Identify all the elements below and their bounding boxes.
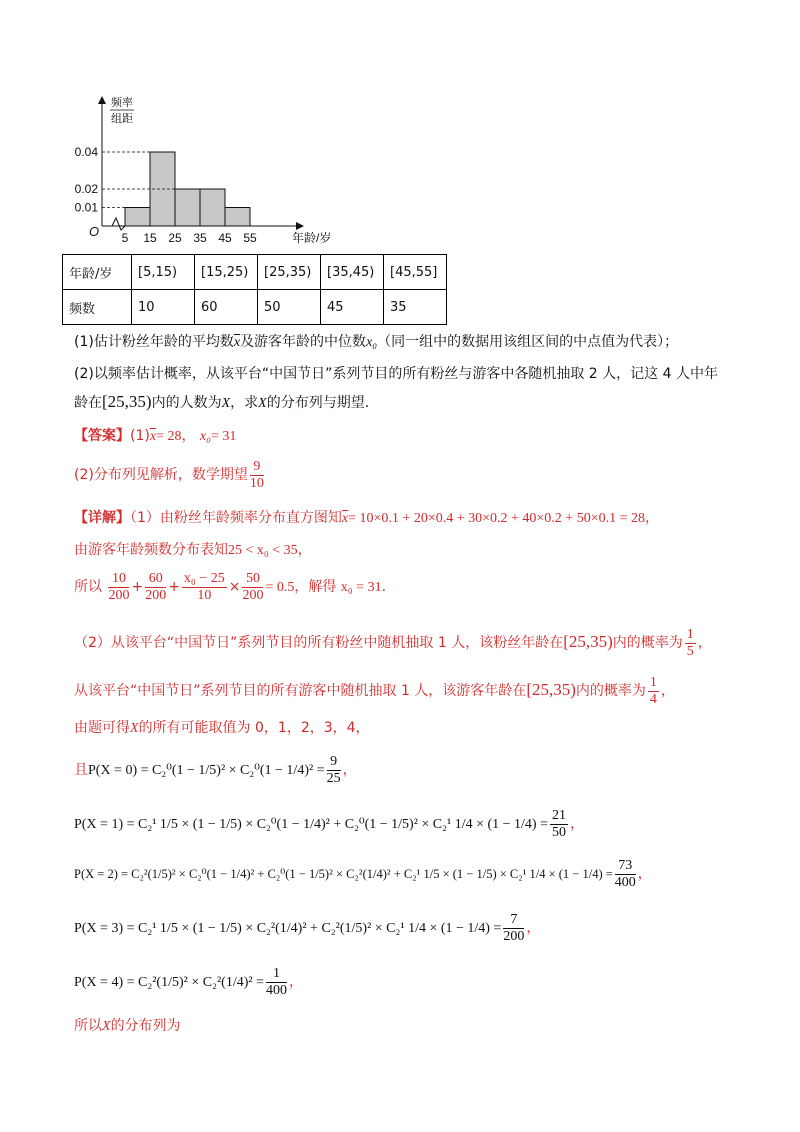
detail-text: 所以 <box>74 579 102 595</box>
fraction-denominator: 200 <box>242 587 264 603</box>
fraction-numerator: 73 <box>615 858 636 875</box>
age-frequency-table <box>62 254 447 325</box>
fraction-denominator: 200 <box>503 928 525 944</box>
fraction-numerator: 7 <box>503 912 524 929</box>
detail-line-2 <box>74 540 312 561</box>
detail-text: （2）从该平台“中国节日”系列节目的所有粉丝中随机抽取 1 人，该粉丝年龄在 <box>74 635 564 651</box>
histogram-bar <box>225 208 250 227</box>
q2-interval: [25,35) <box>102 392 152 411</box>
expectation-fraction <box>250 459 264 492</box>
fraction-numerator: 1 <box>649 674 657 690</box>
detail-equation: = 0.5，解得 <box>265 580 337 595</box>
detail-xbar: $\overline{x}$ <box>341 511 349 526</box>
q2-text-mid2: ，求 <box>230 395 259 411</box>
x-tick-label: 55 <box>243 231 257 245</box>
detail-text: 由游客年龄频数分布表知 <box>74 542 228 558</box>
detail-text: 由题可得 <box>74 720 130 736</box>
answer-comma: ， <box>181 428 196 444</box>
fraction-numerator: 1 <box>686 626 694 642</box>
answer-line-1 <box>74 426 236 447</box>
fraction <box>108 571 129 604</box>
frequency-histogram <box>60 92 360 252</box>
detail-text-mid: 内的概率为 <box>575 683 646 699</box>
table-cell-interval: [45,55] <box>384 255 447 290</box>
question-2-line-1: (2)以频率估计概率，从该平台“中国节日”系列节目的所有粉丝与游客中各随机抽取 2 人，记这 4 人中年 <box>74 366 718 382</box>
detail-interval: [25,35) <box>563 632 613 651</box>
detail-interval: [25,35) <box>526 680 576 699</box>
prob-expression: P(X = 3) = C₂¹ 1/5 × (1 − 1/5) × C₂²(1/4)² + C₂²(1/5)² × C₂¹ 1/4 × (1 − 1/4) = <box>74 921 502 936</box>
answer-part1: (1) <box>130 428 150 444</box>
fraction <box>615 858 636 891</box>
answer-xbar-value: = 28 <box>156 429 182 444</box>
fraction-denominator: 25 <box>326 770 341 786</box>
x-axis-arrow <box>296 222 304 230</box>
detail-median-range: 25 < x₀ < 35 <box>228 543 298 558</box>
q2-var-2: X <box>258 396 267 411</box>
fraction <box>648 675 659 708</box>
fraction-numerator: x₀ − 25 <box>183 570 225 586</box>
answer-xbar: $\overline{x}$ <box>149 429 157 444</box>
detail-line-4 <box>74 624 712 661</box>
prob-line-3 <box>74 910 540 947</box>
prob-line-0 <box>74 752 357 789</box>
x-tick-label: 5 <box>121 231 129 245</box>
table-cell-count: 60 <box>195 290 258 325</box>
fraction <box>327 754 341 787</box>
table-row-counts <box>63 290 447 325</box>
fraction-numerator: 21 <box>552 807 566 823</box>
x-tick-label: 35 <box>193 231 207 245</box>
detail-comma: ， <box>342 762 357 778</box>
fraction-denominator: 10 <box>197 587 212 603</box>
table-cell-interval: [15,25) <box>195 255 258 290</box>
table-row-intervals <box>63 255 447 290</box>
y-axis-arrow <box>98 96 106 104</box>
origin-label: O <box>88 224 100 239</box>
fraction-denominator: 4 <box>649 691 657 707</box>
fraction-denominator: 10 <box>249 475 264 491</box>
histogram-bar <box>175 189 200 226</box>
question-2-line-2 <box>74 392 369 414</box>
x-axis-label: 年龄/岁 <box>292 231 332 245</box>
table-cell-count: 45 <box>321 290 384 325</box>
detail-mean-calc: = 10×0.1 + 20×0.4 + 30×0.2 + 40×0.2 + 50×0.1 = 28， <box>348 511 659 526</box>
fraction-numerator: 9 <box>250 459 264 476</box>
detail-text: 且 <box>74 762 88 778</box>
detail-comma: ， <box>288 974 303 990</box>
fraction <box>182 571 227 604</box>
fraction-denominator: 5 <box>686 643 694 659</box>
axis-break <box>112 218 125 230</box>
answer-line-2 <box>74 458 266 492</box>
xbar-symbol: $\overline{x}$ <box>233 335 241 350</box>
prob-line-1 <box>74 806 584 843</box>
table-cell-count: 35 <box>384 290 447 325</box>
q2-var: X <box>221 396 231 411</box>
table-cell-count: 10 <box>132 290 195 325</box>
detail-period: . <box>381 579 387 595</box>
x-tick-label: 15 <box>143 231 157 245</box>
detail-text: 所以 <box>74 1018 102 1034</box>
table-cell-interval: [5,15) <box>132 255 195 290</box>
prob-expression: P(X = 2) = C₂²(1/5)² × C₂⁰(1 − 1/4)² + C₂⁰(1 − 1/5)² × C₂²(1/4)² + C₂¹ 1/5 × (1 − 1/5) × C₂¹ 1/4 × (1 − 1/4) = <box>74 867 613 881</box>
detail-text-post: 的分布列为 <box>110 1018 181 1034</box>
fraction-denominator: 400 <box>265 982 287 998</box>
q1-text: (1)估计粉丝年龄的平均数 <box>74 334 234 350</box>
detail-last-line <box>74 1016 181 1037</box>
y-tick-label: 0.01 <box>74 200 98 215</box>
detail-text: （1）由粉丝年龄频率分布直方图知 <box>130 510 342 526</box>
prob-line-4 <box>74 964 303 1001</box>
table-cell-interval: [25,35) <box>258 255 321 290</box>
prob-expression: P(X = 4) = C₂²(1/5)² × C₂²(1/4)² = <box>74 975 264 990</box>
detail-text-mid: 内的概率为 <box>612 635 683 651</box>
fraction-numerator: 1 <box>266 966 287 983</box>
fraction <box>242 571 263 604</box>
q2-text-mid: 内的人数为 <box>151 395 222 411</box>
y-tick-label: 0.02 <box>74 182 98 196</box>
fraction-numerator: 9 <box>327 754 341 771</box>
prob-line-2 <box>74 856 652 892</box>
fraction-denominator: 400 <box>614 874 636 890</box>
fraction-denominator: 200 <box>108 587 130 603</box>
answer-x0: x₀ <box>199 429 212 444</box>
y-axis-label-top: 频率 <box>111 97 133 109</box>
answer-tag: 【答案】 <box>74 428 130 444</box>
answer-part2: (2)分布列见解析，数学期望 <box>74 467 248 483</box>
fraction <box>145 571 166 604</box>
fraction <box>266 966 287 999</box>
detail-comma: ， <box>637 866 652 882</box>
fraction-denominator: 200 <box>145 587 167 603</box>
fraction-numerator: 10 <box>108 571 129 588</box>
question-1 <box>74 332 678 353</box>
q2-text: 龄在 <box>74 395 102 411</box>
detail-text: 从该平台“中国节日”系列节目的所有游客中随机抽取 1 人，该游客年龄在 <box>74 683 527 699</box>
fraction-numerator: 50 <box>242 571 263 588</box>
detail-line-6 <box>74 718 370 739</box>
fraction-denominator: 50 <box>552 824 566 840</box>
prob-expression: P(X = 1) = C₂¹ 1/5 × (1 − 1/5) × C₂⁰(1 − 1/4)² + C₂⁰(1 − 1/5)² × C₂¹ 1/4 × (1 − 1/4) = <box>74 817 548 832</box>
q2-text-post: 的分布列与期望. <box>266 395 370 411</box>
q1-text-mid: 及游客年龄的中位数 <box>240 334 367 350</box>
x-tick-label: 45 <box>218 231 232 245</box>
table-cell-count: 50 <box>258 290 321 325</box>
detail-result: x₀ = 31 <box>340 580 382 595</box>
q1-text-post: （同一组中的数据用该组区间的中点值为代表）； <box>377 334 679 350</box>
detail-var: X <box>102 1019 111 1034</box>
table-header-count: 频数 <box>63 290 132 325</box>
histogram-bar <box>125 208 150 227</box>
fraction-numerator: 60 <box>145 571 166 588</box>
detail-comma: ， <box>697 635 712 651</box>
detail-text-post: 的所有可能取值为 0，1，2，3，4， <box>138 720 370 736</box>
fraction <box>685 627 696 660</box>
detail-comma: ， <box>526 920 541 936</box>
prob-expression: P(X = 0) = C₂⁰(1 − 1/5)² × C₂⁰(1 − 1/4)² = <box>88 763 325 778</box>
detail-tag: 【详解】 <box>74 510 130 526</box>
histogram-bar <box>200 189 225 226</box>
y-axis-label-bottom: 组距 <box>111 113 133 125</box>
detail-var: X <box>130 721 139 736</box>
fraction <box>550 808 568 841</box>
detail-comma: ， <box>297 542 312 558</box>
detail-line-3: 所以 $\frac{10}{200}$ + $\frac{60}{200}$ + $\frac{\text{x₀ − 25}}{10}$ × $\frac{50}{200}$ = 0.5，解得 x₀ = 31. <box>74 570 387 603</box>
detail-line-1 <box>74 508 659 529</box>
answer-x0-value: = 31 <box>211 429 237 444</box>
x-tick-label: 25 <box>168 231 182 245</box>
x0-symbol: x₀ <box>366 335 378 350</box>
table-header-age: 年龄/岁 <box>63 255 132 290</box>
detail-comma: ， <box>570 816 584 832</box>
detail-comma: ， <box>660 683 675 699</box>
table-cell-interval: [35,45) <box>321 255 384 290</box>
detail-line-5 <box>74 672 675 709</box>
fraction <box>503 912 524 945</box>
y-tick-label: 0.04 <box>74 145 98 159</box>
